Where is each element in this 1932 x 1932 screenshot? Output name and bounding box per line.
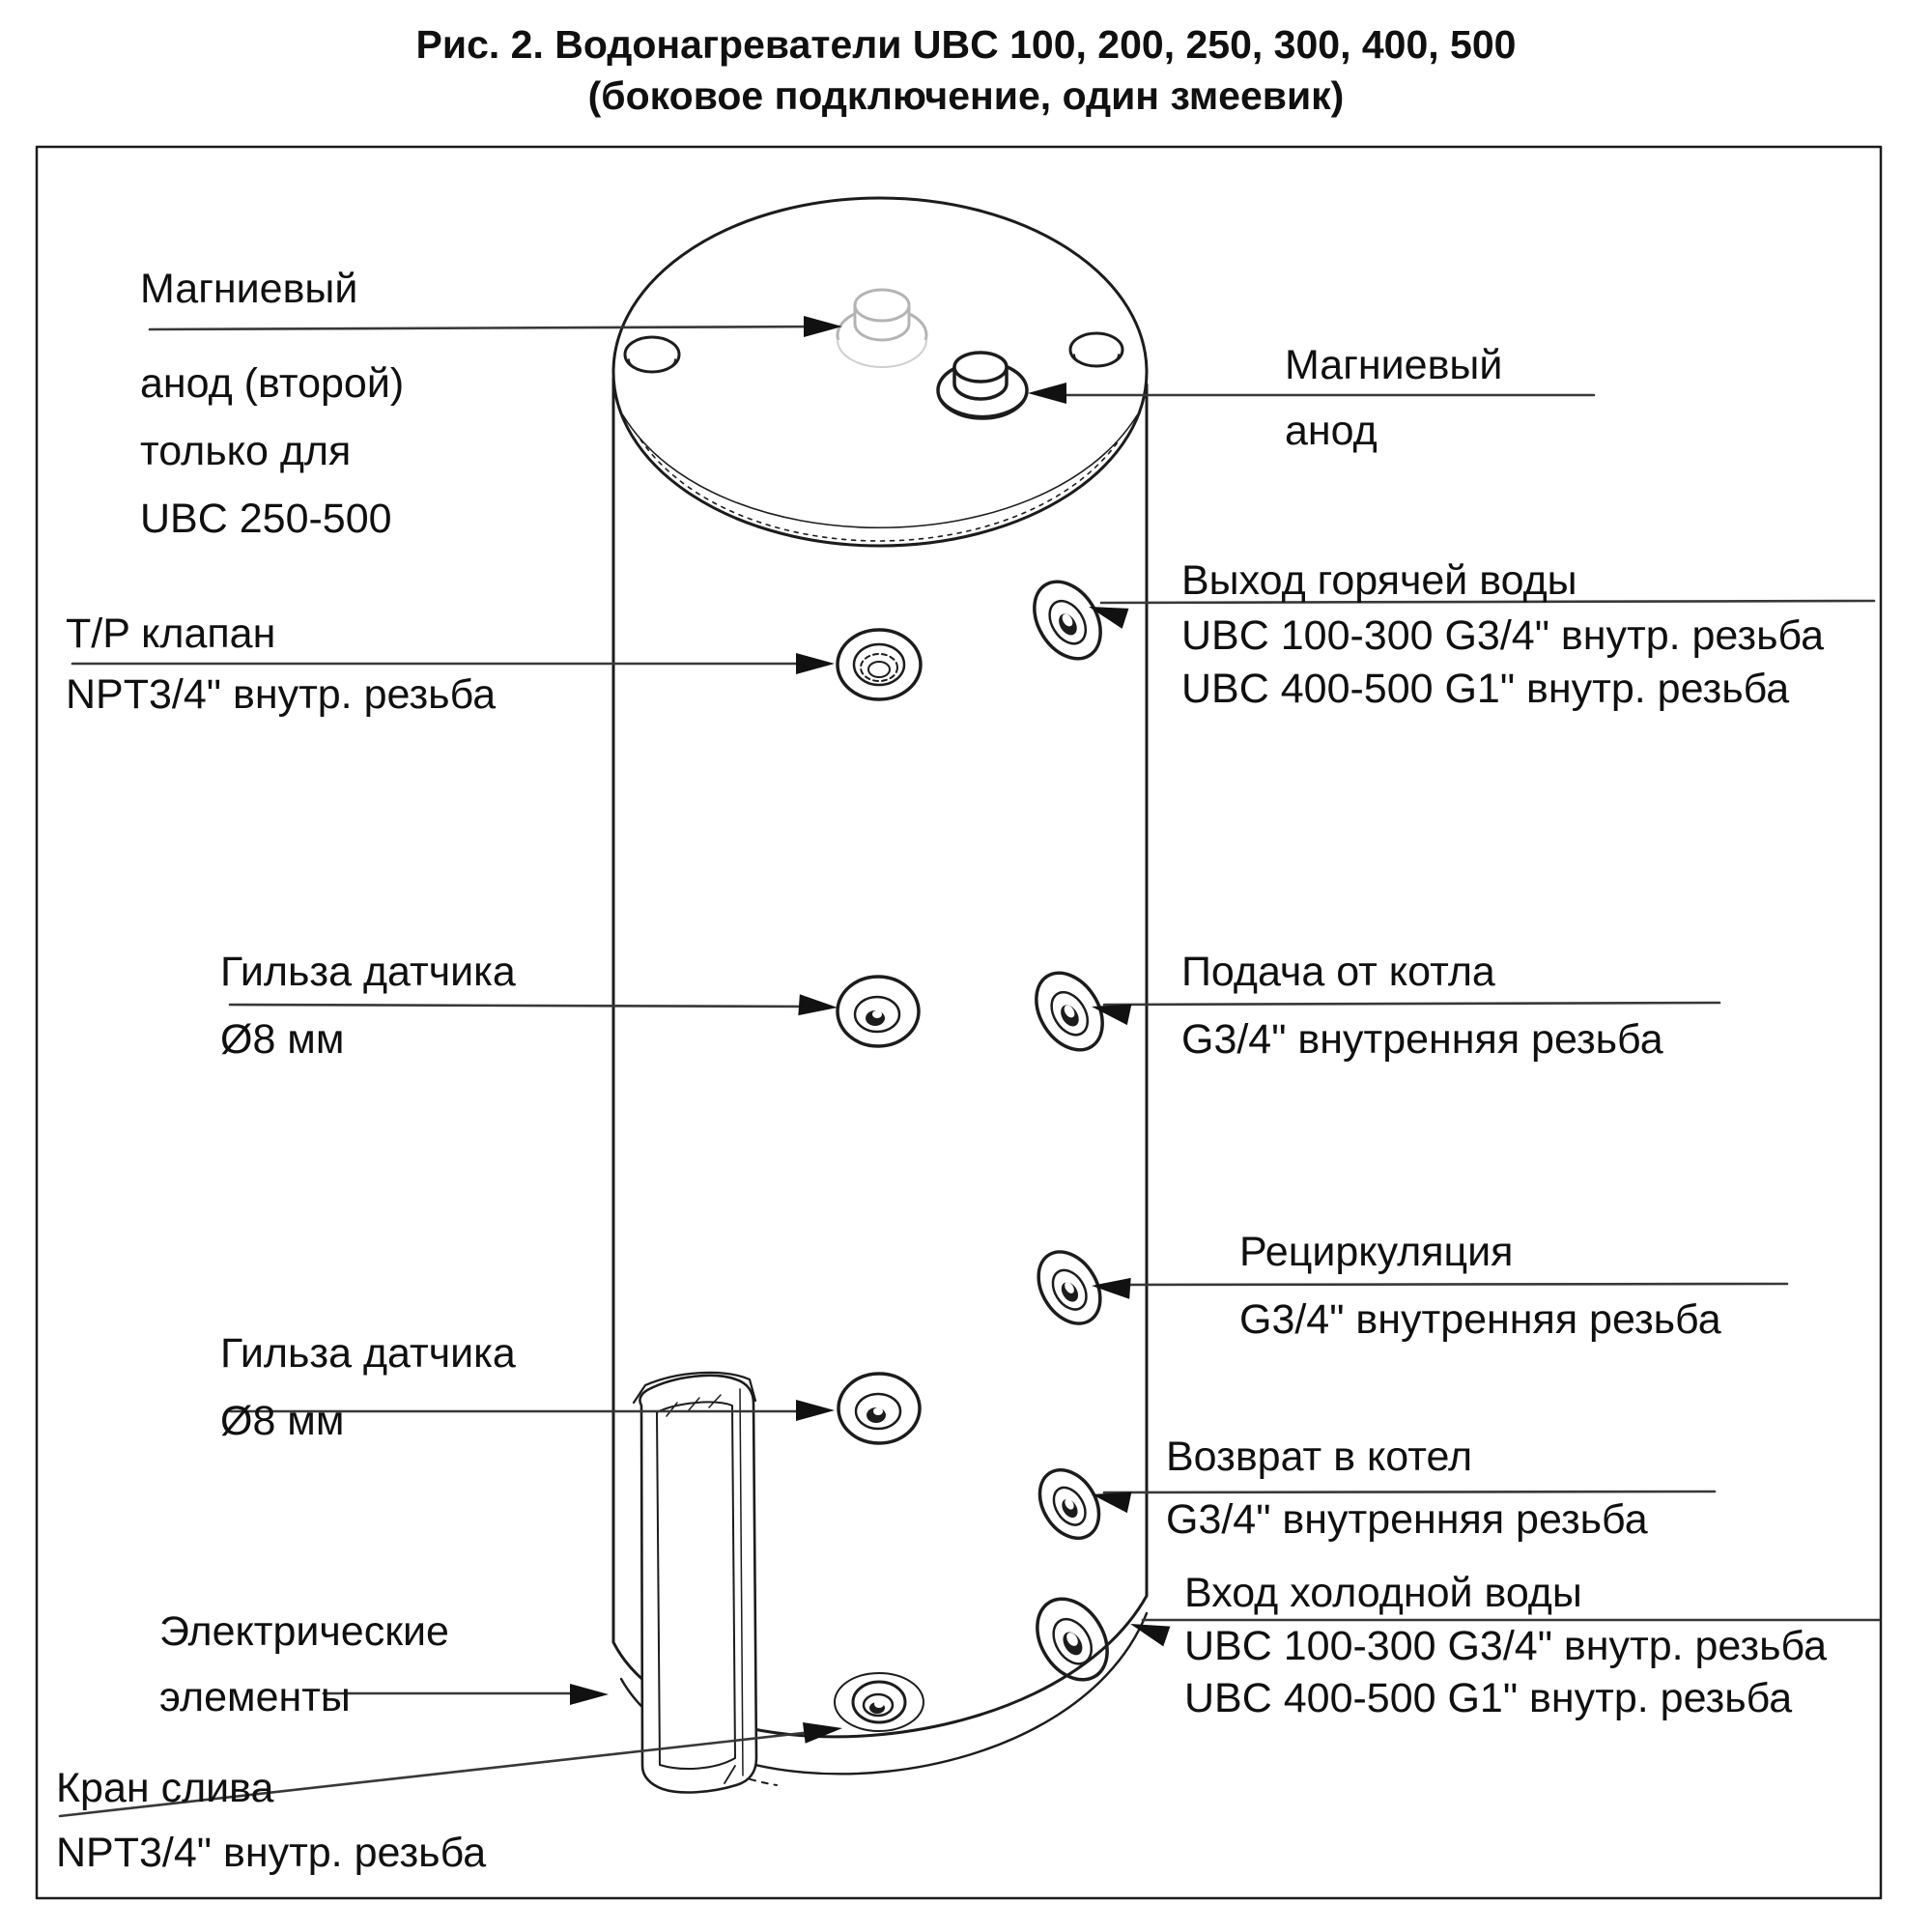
label-anode-second-line4: UBC 250-500 [140,496,392,542]
arrowhead-sensor-sleeve-2 [796,1400,835,1421]
leader-lines [60,327,1879,1816]
label-hot-water-outlet-line3: UBC 400-500 G1" внутр. резьба [1181,666,1790,712]
label-drain-valve-line2: NPT3/4" внутр. резьба [56,1830,487,1876]
label-anode-second-line2: анод (второй) [140,360,405,407]
label-recirculation-line1: Рециркуляция [1239,1229,1514,1275]
arrowhead-sensor-sleeve-1 [798,994,838,1018]
label-hot-water-outlet-line1: Выход горячей воды [1181,557,1577,604]
label-sensor-sleeve-2-line2: Ø8 мм [220,1398,345,1444]
label-drain-valve-line1: Кран слива [56,1765,274,1811]
label-sensor-sleeve-1-line1: Гильза датчика [220,949,516,995]
lifting-lug-left [625,337,679,372]
label-recirculation-line2: G3/4" внутренняя резьба [1239,1296,1721,1343]
fitting-boiler-return [1028,1459,1111,1548]
label-anode-second-line1: Магниевый [140,266,358,312]
label-anode-main-line2: анод [1285,408,1378,454]
fitting-hot-water-outlet [1021,570,1114,671]
leader-recirculation [1104,1284,1787,1285]
label-cold-water-inlet-line2: UBC 100-300 G3/4" внутр. резьба [1184,1623,1828,1669]
arrowhead-anode-main [1028,383,1066,404]
label-boiler-supply-line1: Подача от котла [1181,949,1495,995]
label-boiler-return-line1: Возврат в котел [1166,1434,1473,1480]
arrowhead-hot-water-outlet [1086,597,1129,629]
leader-sensor-sleeve-1 [230,1005,824,1007]
label-cold-water-inlet-line3: UBC 400-500 G1" внутр. резьба [1184,1675,1793,1721]
label-anode-second-line3: только для [140,428,352,474]
leader-anode-second [150,327,829,329]
anode-main-boss [938,353,1027,418]
arrowhead-tp-valve [796,653,835,674]
label-boiler-return-line2: G3/4" внутренняя резьба [1166,1496,1648,1543]
label-tp-valve-line1: T/P клапан [66,611,276,657]
label-hot-water-outlet-line2: UBC 100-300 G3/4" внутр. резьба [1181,612,1825,659]
fitting-drain-valve [835,1673,923,1731]
label-electric-elements-line2: элементы [159,1674,351,1720]
leader-boiler-supply [1104,1003,1719,1005]
electric-elements-plate [634,1373,756,1793]
label-boiler-supply-line2: G3/4" внутренняя резьба [1181,1016,1663,1063]
anode-second-boss [838,290,926,367]
label-sensor-sleeve-2-line1: Гильза датчика [220,1330,516,1377]
figure-title-line2: (боковое подключение, один змеевик) [587,73,1345,118]
fitting-tp-valve [838,630,921,699]
fitting-sensor-sleeve-2 [838,1374,920,1443]
figure-title-line1: Рис. 2. Водонагреватели UBC 100, 200, 250, 300, 400, 500 [415,22,1517,67]
label-electric-elements-line1: Электрические [159,1608,449,1655]
label-sensor-sleeve-1-line2: Ø8 мм [220,1016,345,1063]
arrowhead-electric-elements [570,1684,609,1705]
arrowhead-drain-valve [803,1718,843,1744]
label-anode-main-line1: Магниевый [1285,342,1503,388]
label-tp-valve-line2: NPT3/4" внутр. резьба [66,671,497,718]
lifting-lug-right [1070,333,1122,366]
fitting-sensor-sleeve-1 [838,977,919,1046]
label-cold-water-inlet-line1: Вход холодной воды [1184,1570,1582,1616]
